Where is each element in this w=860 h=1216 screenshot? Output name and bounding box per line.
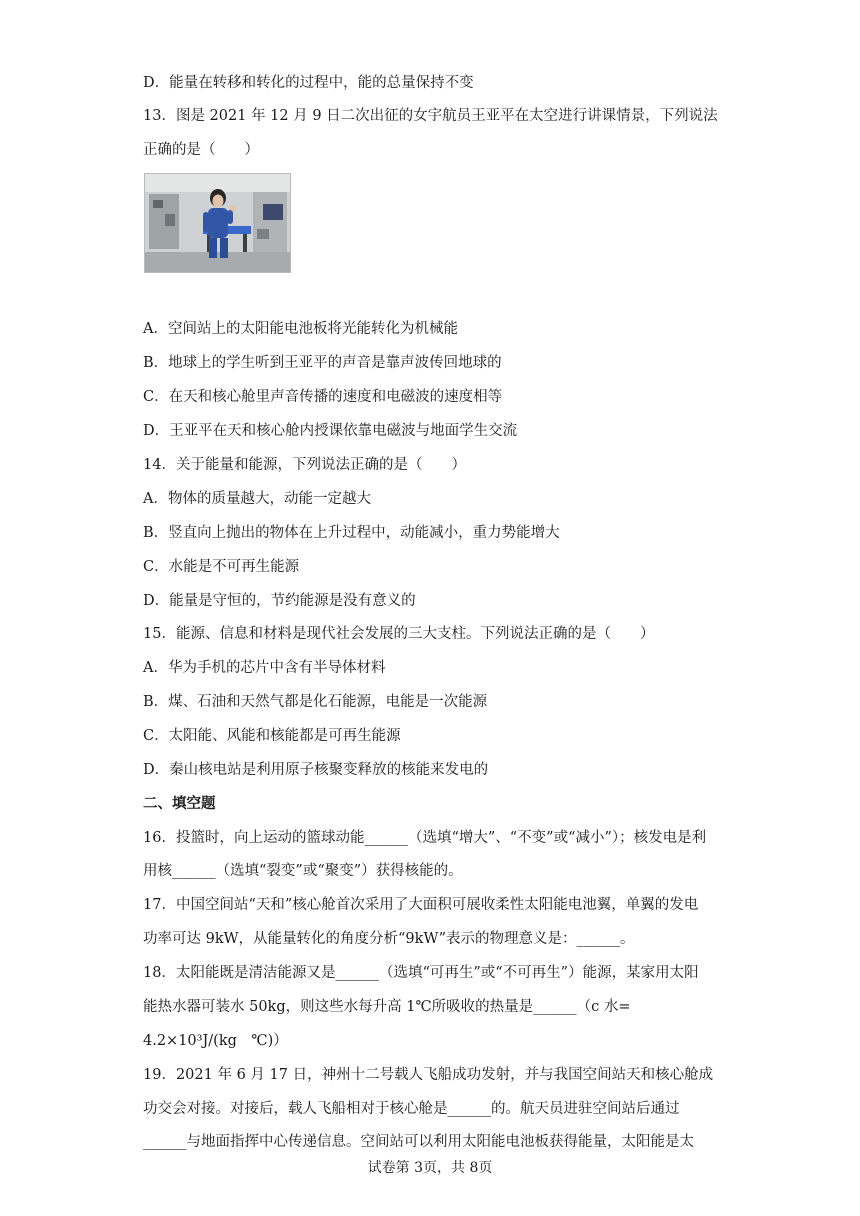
- q14-option-c: C．水能是不可再生能源: [143, 559, 300, 575]
- page-footer: 试卷第 3页，共 8页: [367, 1160, 493, 1176]
- q17-line2: 功率可达 9kW，从能量转化的角度分析“9kW”表示的物理意义是：______。: [143, 931, 635, 947]
- astronaut-lecture-photo: [144, 173, 291, 273]
- q14-option-d: D．能量是守恒的，节约能源是没有意义的: [143, 593, 416, 609]
- q18-line2: 能热水器可装水 50kg，则这些水每升高 1℃所吸收的热量是______（c 水=: [143, 999, 631, 1015]
- q15-stem: 15．能源、信息和材料是现代社会发展的三大支柱。下列说法正确的是（ ）: [143, 626, 655, 642]
- q17-line1: 17．中国空间站“天和”核心舱首次采用了大面积可展收柔性太阳能电池翼，单翼的发电: [143, 897, 699, 913]
- q15-option-a: A．华为手机的芯片中含有半导体材料: [143, 660, 386, 676]
- q16-line2: 用核______（选填“裂变”或“聚变”）获得核能的。: [143, 863, 463, 879]
- q13-stem-cont: 正确的是（ ）: [143, 142, 259, 158]
- q18-line1: 18．太阳能既是清洁能源又是______（选填“可再生”或“不可再生”）能源，某家用太阳: [143, 965, 699, 981]
- q13-option-b: B．地球上的学生听到王亚平的声音是靠声波传回地球的: [143, 355, 502, 371]
- q15-option-b: B．煤、石油和天然气都是化石能源，电能是一次能源: [143, 694, 488, 710]
- q12-option-d: D．能量在转移和转化的过程中，能的总量保持不变: [143, 75, 474, 91]
- q19-line1: 19．2021 年 6 月 17 日，神州十二号载人飞船成功发射，并与我国空间站天和核心舱成: [143, 1067, 714, 1083]
- q16-line1: 16．投篮时，向上运动的篮球动能______（选填“增大”、“不变”或“减小”）；核发电是利: [143, 830, 707, 846]
- q14-stem: 14．关于能量和能源，下列说法正确的是（ ）: [143, 457, 466, 473]
- q15-option-d: D．秦山核电站是利用原子核聚变释放的核能来发电的: [143, 762, 489, 778]
- q15-option-c: C．太阳能、风能和核能都是可再生能源: [143, 728, 401, 744]
- q14-option-a: A．物体的质量越大，动能一定越大: [143, 491, 371, 507]
- q18-line3: 4.2×10³J/(kg ℃)）: [143, 1033, 288, 1049]
- q13-option-a: A．空间站上的太阳能电池板将光能转化为机械能: [143, 321, 458, 337]
- q14-option-b: B．竖直向上抛出的物体在上升过程中，动能减小，重力势能增大: [143, 525, 560, 541]
- q19-line3: ______与地面指挥中心传递信息。空间站可以利用太阳能电池板获得能量，太阳能是太: [143, 1134, 694, 1150]
- q13-stem: 13．图是 2021 年 12 月 9 日二次出征的女宇航员王亚平在太空进行讲课情景，下列说法: [143, 108, 718, 124]
- q13-option-c: C．在天和核心舱里声音传播的速度和电磁波的速度相等: [143, 389, 503, 405]
- q19-line2: 功交会对接。对接后，载人飞船相对于核心舱是______的。航天员进驻空间站后通过: [143, 1101, 680, 1117]
- section-heading-fill-in: 二、填空题: [143, 796, 216, 812]
- q13-option-d: D．王亚平在天和核心舱内授课依靠电磁波与地面学生交流: [143, 423, 518, 439]
